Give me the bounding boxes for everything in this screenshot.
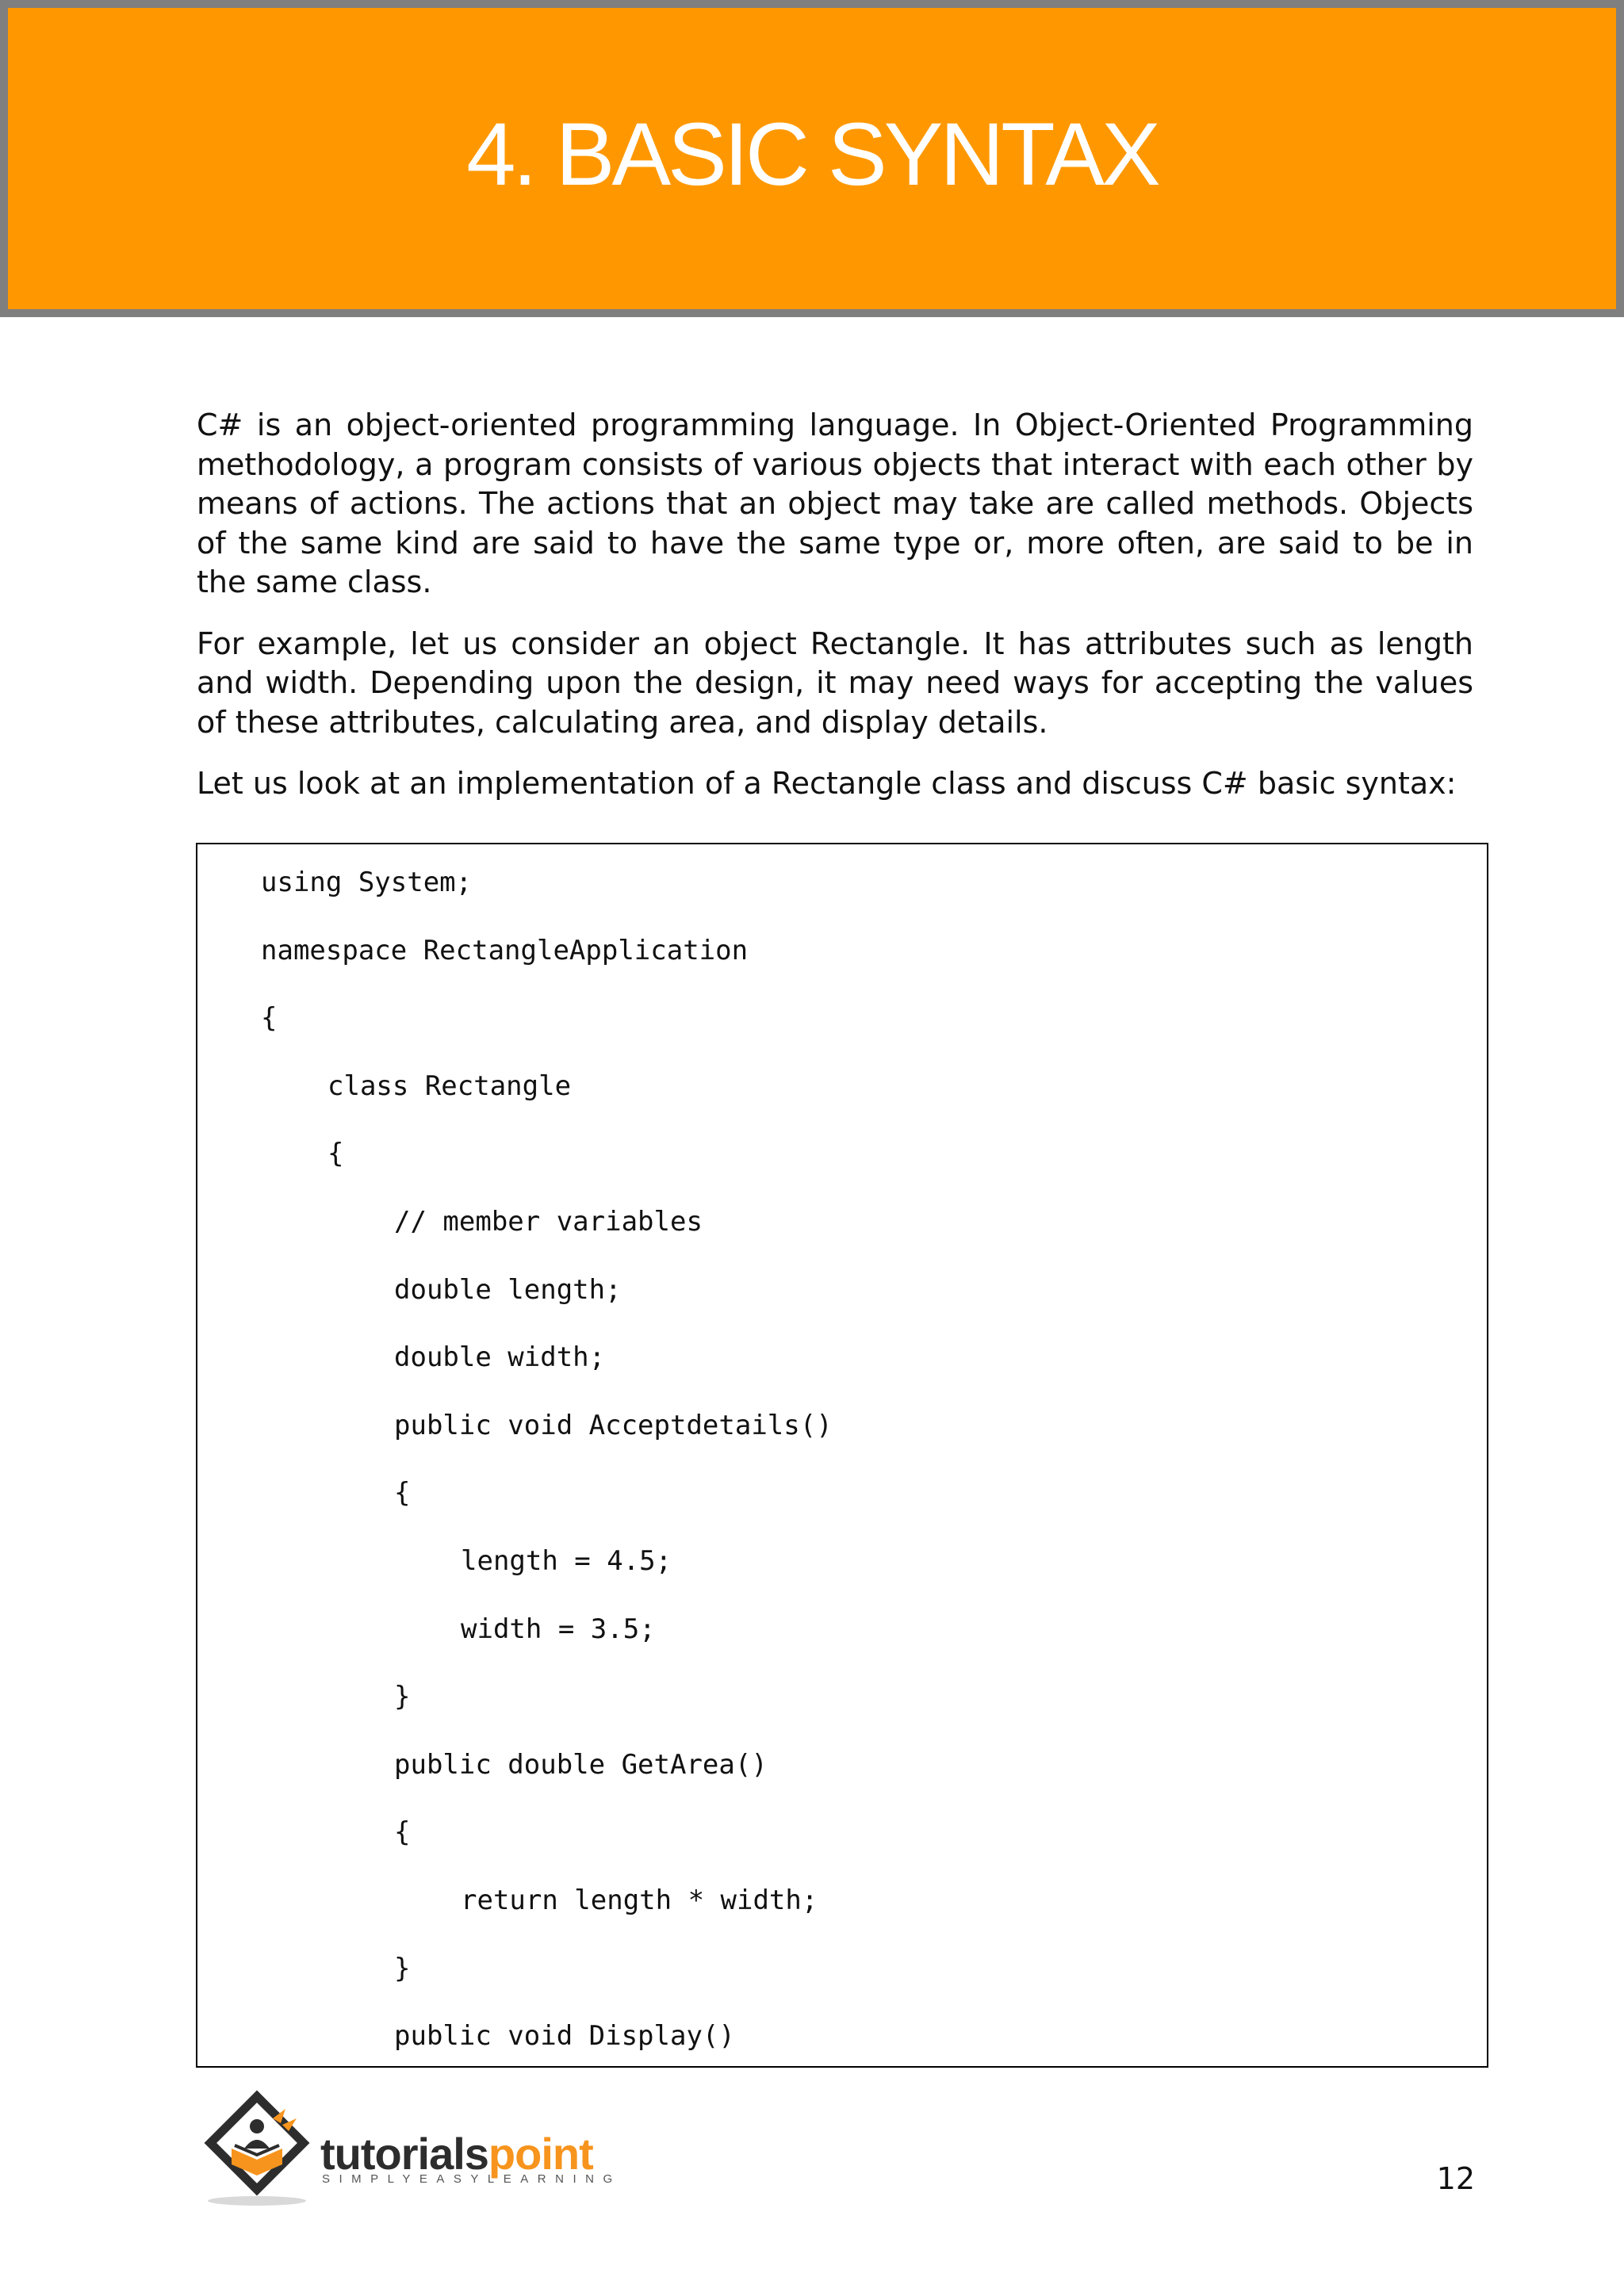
logo-tagline: SIMPLYEASYLEARNING (322, 2172, 622, 2186)
paragraph-lead-in: Let us look at an implementation of a Rectangle class and discuss C# basic syntax: (197, 766, 1457, 801)
code-line: { (394, 1816, 411, 1849)
code-line: double width; (394, 1341, 606, 1374)
code-line: length = 4.5; (461, 1544, 672, 1577)
code-line: // member variables (394, 1205, 703, 1238)
body-text (197, 406, 1473, 826)
code-line: return length * width; (461, 1884, 818, 1916)
code-block (196, 843, 1488, 2068)
code-line: namespace RectangleApplication (261, 934, 749, 966)
paragraph-example: For example, let us consider an object Rectangle. It has attributes such as length and width. Depending upon the design, it may need ways for accepting the values of these attributes, calculating area, and display details. (197, 626, 1473, 740)
code-line: double length; (394, 1273, 622, 1306)
chapter-title: 4. BASIC SYNTAX (466, 104, 1158, 204)
paragraph-intro: C# is an object-oriented programming language. In Object-Oriented Programming methodology, a program consists of various objects that interact with each other by means of actions. The actions that an object may take are called methods. Objects of the same kind are said to have the same type or, more often, are said to be in the same class. (197, 408, 1473, 599)
logo-wordmark-point: point (488, 2129, 593, 2179)
logo-wordmark-tutorials: tutorials (320, 2129, 488, 2179)
page-number: 12 (1436, 2161, 1475, 2196)
code-line: public void Acceptdetails() (394, 1409, 833, 1441)
tutorialspoint-logo (193, 2090, 653, 2209)
code-line: { (394, 1477, 411, 1510)
code-line: } (394, 1952, 411, 1984)
code-line: { (261, 1002, 278, 1035)
code-line: { (327, 1138, 344, 1170)
chapter-banner (0, 0, 1624, 317)
code-line: public void Display() (394, 2020, 735, 2053)
code-line: using System; (261, 867, 473, 898)
code-line: } (394, 1681, 411, 1713)
code-line: class Rectangle (327, 1070, 572, 1102)
logo-icon (193, 2090, 320, 2209)
code-lines (197, 860, 1487, 2068)
code-line: public double GetArea() (394, 1748, 768, 1781)
code-line: width = 3.5; (461, 1613, 656, 1645)
